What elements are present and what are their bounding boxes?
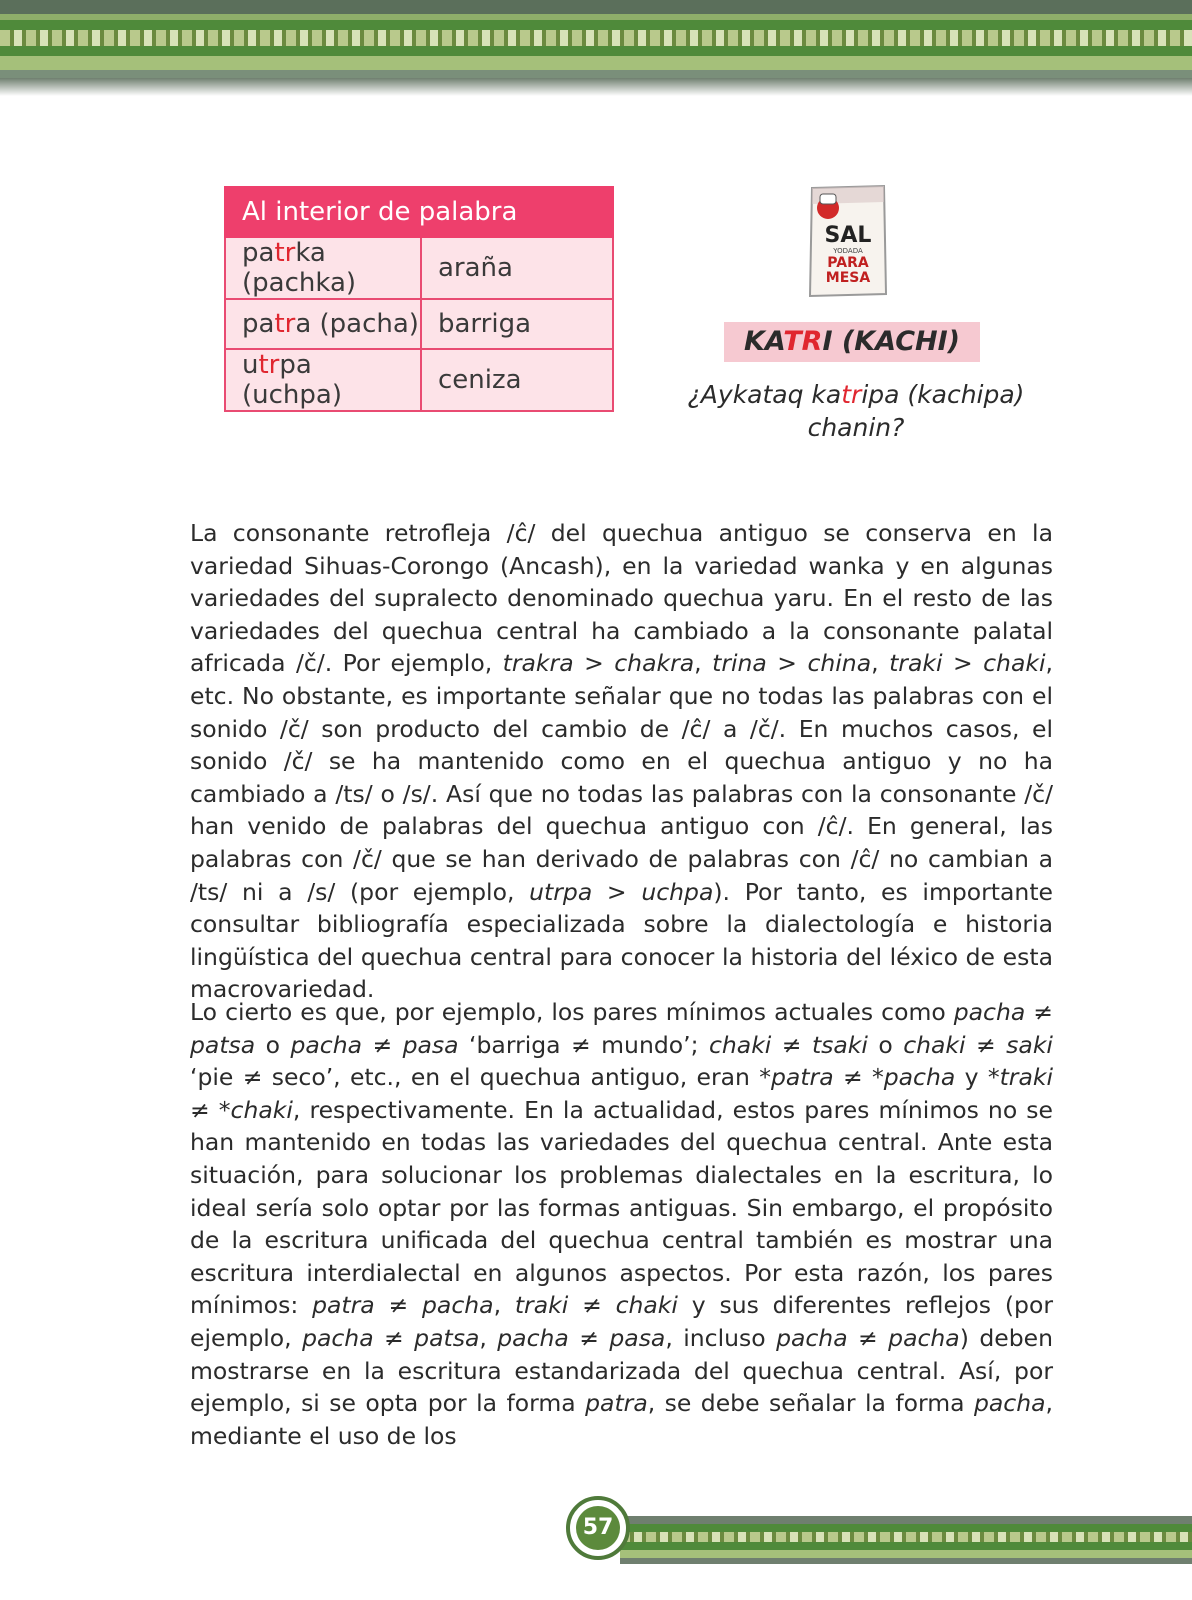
italic-term: china xyxy=(807,649,872,678)
word-highlight: tr xyxy=(274,309,296,339)
italic-term: chaki xyxy=(615,1291,678,1320)
italic-term: patra xyxy=(312,1291,375,1320)
italic-term: tsaki xyxy=(811,1030,868,1059)
question-highlight: tr xyxy=(841,380,862,409)
spanish-gloss: araña xyxy=(421,237,613,299)
page-number: 57 xyxy=(576,1506,620,1550)
bag-line3: MESA xyxy=(825,270,871,286)
katri-title xyxy=(724,322,980,362)
word-part: ka (pachka) xyxy=(242,238,357,298)
table-header: Al interior de palabra xyxy=(225,187,613,237)
bag-brand: SAL xyxy=(824,223,872,248)
top-decorative-band xyxy=(0,0,1192,96)
spanish-gloss: barriga xyxy=(421,299,613,349)
italic-term: traki xyxy=(514,1291,569,1320)
question-part: ¿Aykataq ka xyxy=(687,380,842,409)
title-part: KA xyxy=(743,326,784,357)
italic-term: patsa xyxy=(190,1030,256,1059)
table-row xyxy=(225,299,613,349)
title-highlight: TR xyxy=(783,326,823,357)
page-number-badge xyxy=(566,1496,630,1560)
italic-term: pacha xyxy=(776,1323,848,1352)
italic-term: traki xyxy=(889,649,943,678)
quechua-word xyxy=(225,237,421,299)
footer-decorative-band xyxy=(620,1508,1192,1572)
italic-term: patra xyxy=(771,1063,834,1092)
word-part: u xyxy=(242,350,259,380)
italic-term: pacha xyxy=(953,998,1026,1026)
katri-question xyxy=(676,378,1036,444)
italic-term: pasa xyxy=(609,1323,666,1352)
italic-term: pacha xyxy=(973,1389,1046,1418)
question-line-2: chanin? xyxy=(807,413,905,442)
bag-line1: YODADA xyxy=(833,247,863,255)
italic-term: traki xyxy=(999,1063,1053,1092)
spanish-gloss: ceniza xyxy=(421,349,613,411)
italic-term: pacha xyxy=(290,1030,363,1059)
paragraph-1: La consonante retrofleja /ĉ/ del quechua antiguo se conserva en la variedad Sihuas-Corongo (Ancash), en la variedad wanka y en algunas variedades del supralecto denominado quechua yaru. En el resto de las variedades del quechua central ha cambiado a la consonante palatal africada /č/. Por ejemplo, trakra > chakra, trina > china, traki > chaki, etc. No obstante, es importante señalar que no todas las palabras con el sonido /č/ son producto del cambio de /ĉ/ a /č/. En muchos casos, el sonido /č/ se ha mantenido como en el quechua antiguo y no ha cambiado a /ts/ o /s/. Así que no todas las palabras con la consonante /č/ han venido de palabras del quechua antiguo con /ĉ/. En general, las palabras con /č/ que se han derivado de palabras con /ĉ/ no cambian a /ts/ ni a /s/ (por ejemplo, utrpa > uchpa). Por tanto, es importante consultar bibliografía especializada sobre la dialectología e historia lingüística del quechua central para conocer la historia del léxico de esta macrovariedad. xyxy=(190,519,1053,1004)
italic-term: chaki xyxy=(708,1030,772,1059)
italic-term: utrpa xyxy=(529,877,593,906)
italic-term: chaki xyxy=(983,649,1046,678)
italic-term: patra xyxy=(585,1389,648,1418)
italic-term: chakra xyxy=(614,649,695,678)
italic-term: saki xyxy=(1006,1030,1053,1059)
word-table xyxy=(224,186,614,412)
word-highlight: tr xyxy=(258,350,280,380)
italic-term: chaki xyxy=(230,1095,293,1124)
italic-term: pacha xyxy=(302,1323,374,1352)
italic-term: pacha xyxy=(888,1323,960,1352)
question-part: ipa (kachipa) xyxy=(861,380,1025,409)
quechua-word xyxy=(225,299,421,349)
table-row xyxy=(225,237,613,299)
italic-term: trakra xyxy=(502,649,574,678)
italic-term: uchpa xyxy=(641,877,714,906)
italic-term: pacha xyxy=(883,1063,956,1092)
word-highlight: tr xyxy=(274,238,296,268)
paragraph-2: Lo cierto es que, por ejemplo, los pares mínimos actuales como pacha ≠ patsa o pacha ≠ pasa ‘barriga ≠ mundo’; chaki ≠ tsaki o chaki ≠ saki ‘pie ≠ seco’, etc., en el quechua antiguo, eran *patra ≠ *pacha y *traki ≠ *chaki, respectivamente. En la actualidad, estos pares mínimos no se han mantenido en todas las variedades del quechua central. Ante esta situación, para solucionar los problemas dialectales en la escritura, lo ideal sería solo optar por las formas antiguas. Sin embargo, el propósito de la escritura unificada del quechua central también es mostrar una escritura interdialectal en algunos aspectos. Por esta razón, los pares mínimos: patra ≠ pacha, traki ≠ chaki y sus diferentes reflejos (por ejemplo, pacha ≠ patsa, pacha ≠ pasa, incluso pacha ≠ pacha) deben mostrarse en la escritura estandarizada del quechua central. Así, por ejemplo, si se opta por la forma patra, se debe señalar la forma pacha, mediante el uso de los xyxy=(190,998,1053,1450)
italic-term: trina xyxy=(712,649,767,678)
word-part: pa (uchpa) xyxy=(242,350,342,410)
title-part: I (KACHI) xyxy=(822,326,961,357)
word-part: pa xyxy=(242,309,275,339)
table-row xyxy=(225,349,613,411)
italic-term: pacha xyxy=(497,1323,569,1352)
word-part: a (pacha) xyxy=(295,309,419,339)
quechua-word xyxy=(225,349,421,411)
italic-term: pacha xyxy=(422,1291,494,1320)
italic-term: patsa xyxy=(414,1323,480,1352)
word-part: pa xyxy=(242,238,275,268)
italic-term: pasa xyxy=(402,1030,459,1059)
bag-line2: PARA xyxy=(827,255,869,271)
italic-term: chaki xyxy=(903,1030,966,1059)
table-header-row xyxy=(225,187,613,237)
question-line xyxy=(676,378,1036,411)
salt-bag-illustration xyxy=(806,182,890,300)
